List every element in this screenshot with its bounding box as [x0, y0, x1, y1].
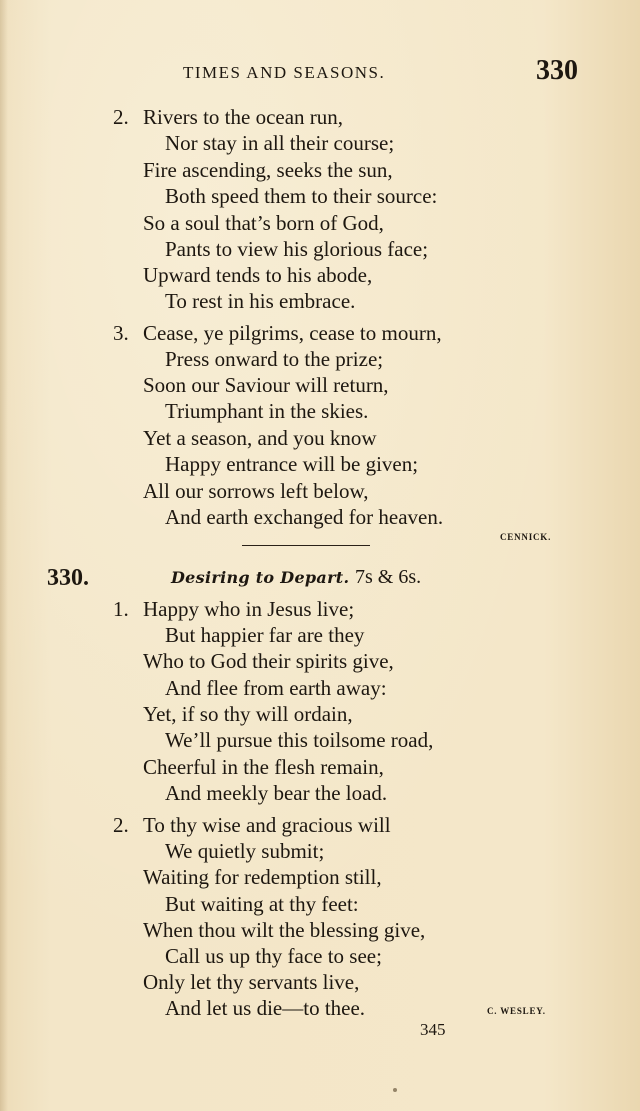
section-divider	[242, 545, 370, 546]
verse-number: 3.	[113, 321, 129, 345]
verse-line: We quietly submit;	[165, 839, 325, 863]
page-edge-shadow	[0, 0, 8, 1111]
verse-line: Who to God their spirits give,	[143, 649, 394, 673]
hymn-title: Desiring to Depart.	[171, 568, 350, 587]
verse-line: Only let thy servants live,	[143, 970, 360, 994]
running-title: TIMES AND SEASONS.	[183, 63, 386, 82]
page-number: 345	[420, 1020, 446, 1039]
verse-line: And let us die—to thee.	[165, 996, 366, 1020]
verse-line: Call us up thy face to see;	[165, 944, 382, 968]
hymn-number: 330.	[47, 565, 89, 591]
verse-line: Soon our Saviour will return,	[143, 373, 389, 397]
paper-speck	[393, 1088, 397, 1092]
verse-line: And earth exchanged for heaven.	[165, 505, 444, 529]
verse-line: Happy who in Jesus live;	[143, 597, 355, 621]
verse-line: Happy entrance will be given;	[165, 452, 419, 476]
verse-line: But happier far are they	[165, 623, 365, 647]
verse-line: All our sorrows left below,	[143, 479, 369, 503]
verse-line: So a soul that’s born of God,	[143, 211, 384, 235]
page-hymn-number: 330	[536, 55, 578, 86]
verse-line: Waiting for redemption still,	[143, 865, 382, 889]
verse-line: Pants to view his glorious face;	[165, 237, 429, 261]
verse-line: We’ll pursue this toilsome road,	[165, 728, 434, 752]
verse-line: Press onward to the prize;	[165, 347, 384, 371]
verse-line: Cease, ye pilgrims, cease to mourn,	[143, 321, 442, 345]
verse-line: To thy wise and gracious will	[143, 813, 391, 837]
verse-line: Rivers to the ocean run,	[143, 105, 344, 129]
verse-line: And flee from earth away:	[165, 676, 387, 700]
verse-line: Yet, if so thy will ordain,	[143, 702, 353, 726]
verse-line: Fire ascending, seeks the sun,	[143, 158, 393, 182]
verse-line: And meekly bear the load.	[165, 781, 388, 805]
verse-number: 2.	[113, 813, 129, 837]
verse-number: 2.	[113, 105, 129, 129]
verse-line: Triumphant in the skies.	[165, 399, 369, 423]
verse-line: Both speed them to their source:	[165, 184, 438, 208]
verse-line: Yet a season, and you know	[143, 426, 377, 450]
hymn-meter: 7s & 6s.	[355, 566, 422, 588]
verse-line: When thou wilt the blessing give,	[143, 918, 426, 942]
verse-line: Upward tends to his abode,	[143, 263, 373, 287]
verse-number: 1.	[113, 597, 129, 621]
verse-line: Cheerful in the flesh remain,	[143, 755, 384, 779]
verse-line: But waiting at thy feet:	[165, 892, 359, 916]
author-attribution: C. WESLEY.	[487, 1006, 546, 1016]
verse-line: Nor stay in all their course;	[165, 131, 395, 155]
author-attribution: CENNICK.	[500, 532, 552, 542]
verse-line: To rest in his embrace.	[165, 289, 356, 313]
